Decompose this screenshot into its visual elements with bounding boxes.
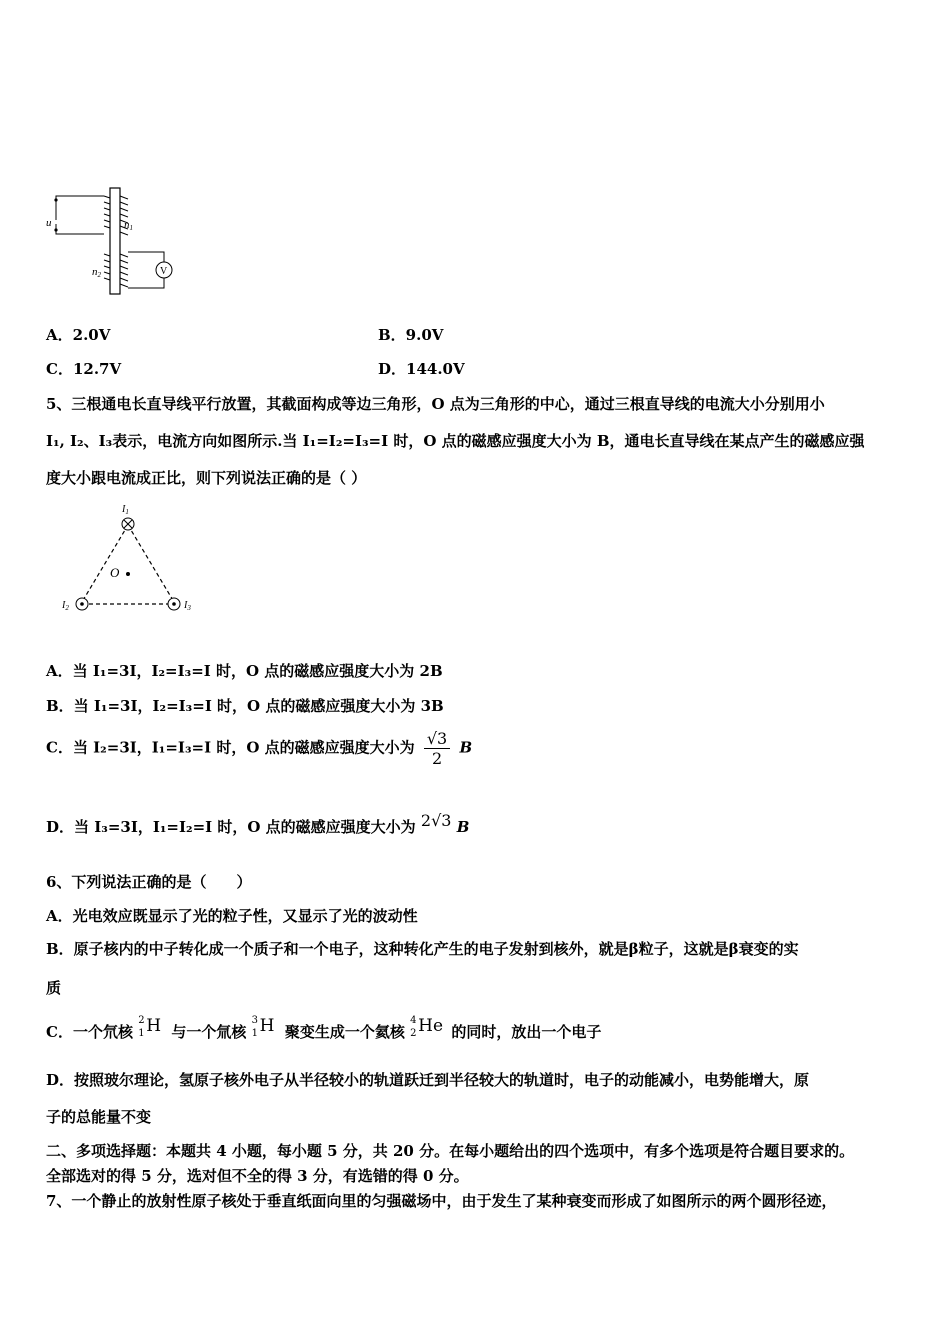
q4-option-b[interactable]: B．9.0V (378, 326, 444, 344)
q5-option-a[interactable]: A．当 I₁=3I，I₂=I₃=I 时，O 点的磁感应强度大小为 2B (46, 662, 443, 680)
q5-option-d-text: D．当 I₃=3I，I₁=I₂=I 时，O 点的磁感应强度大小为 (46, 818, 416, 836)
q4-option-c[interactable]: C．12.7V (46, 360, 122, 378)
q6-option-d-line1[interactable]: D．按照玻尔理论，氢原子核外电子从半径较小的轨道跃迁到半径较大的轨道时，电子的动能减小，电势能增大，原 (46, 1071, 810, 1089)
n1-label: n1 (124, 219, 133, 232)
q5-option-c-b: B (459, 738, 473, 757)
helium-nuclide: 4 2 He (410, 1015, 444, 1039)
section2-header-line1: 二、多项选择题：本题共 4 小题，每小题 5 分，共 20 分。在每小题给出的四个选项中，有多个选项是符合题目要求的。 (46, 1142, 855, 1160)
u-label: u (46, 217, 52, 229)
q6-option-d-line2: 子的总能量不变 (46, 1108, 152, 1126)
wire-i1-into-icon (122, 518, 134, 530)
q6-option-b-line1[interactable]: B．原子核内的中子转化成一个质子和一个电子，这种转化产生的电子发射到核外，就是β粒子，这就是β衰变的实 (46, 940, 799, 958)
q6-stem: 6、下列说法正确的是（ ） (46, 873, 252, 891)
q5-option-c-text: C．当 I₂=3I，I₁=I₃=I 时，O 点的磁感应强度大小为 (46, 738, 415, 757)
triangle-wires-figure (58, 500, 208, 620)
o-point-label: O (110, 565, 120, 580)
q7-stem: 7、一个静止的放射性原子核处于垂直纸面向里的匀强磁场中，由于发生了某种衰变而形成了如图所示的两个圆形径迹， (46, 1192, 837, 1210)
n2-label: n2 (92, 266, 101, 279)
q5-option-d[interactable] (46, 811, 470, 837)
i3-label: $I_3$ (184, 600, 191, 612)
q5-stem-line1: 5、三根通电长直导线平行放置，其截面构成等边三角形，O 点为三角形的中心，通过三根直导线的电流大小分别用小 (46, 395, 825, 413)
q4-option-d[interactable]: D．144.0V (378, 360, 465, 378)
q5-stem-line3: 度大小跟电流成正比，则下列说法正确的是（ ） (46, 469, 367, 487)
wire-i3-out-icon (168, 598, 180, 610)
q5-stem-line2: I₁, I₂、I₃表示，电流方向如图所示.当 I₁=I₂=I₃=I 时，O 点的磁感应强度大小为 B，通电长直导线在某点产生的磁感应强 (46, 432, 865, 450)
i1-label: $I_1$ (122, 504, 129, 516)
deuterium-nuclide: 2 1 H (138, 1015, 162, 1039)
q6-option-b-line2: 质 (46, 979, 62, 997)
q4-option-a[interactable]: A．2.0V (46, 326, 111, 344)
q5-option-b[interactable]: B．当 I₁=3I，I₂=I₃=I 时，O 点的磁感应强度大小为 3B (46, 697, 444, 715)
q6-option-c[interactable]: C．一个氘核 2 1 H 与一个氚核 3 1 H 聚变生成一个氦核 4 2 He 的同时，放出一个电子 (46, 1015, 602, 1041)
q5-option-d-b: B (456, 818, 470, 836)
q6-option-a[interactable]: A．光电效应既显示了光的粒子性，又显示了光的波动性 (46, 907, 418, 925)
wire-i2-out-icon (76, 598, 88, 610)
q5-option-c[interactable] (46, 729, 472, 768)
i2-label: $I_2$ (62, 600, 69, 612)
transformer-figure (44, 184, 184, 300)
two-sqrt3: 2√3 (420, 811, 452, 830)
tritium-nuclide: 3 1 H (251, 1015, 275, 1039)
voltmeter-label: V (160, 266, 168, 277)
sqrt3-over-2: $\frac{√3}{2}$ (424, 729, 450, 768)
section2-header-line2: 全部选对的得 5 分，选对但不全的得 3 分，有选错的得 0 分。 (46, 1167, 469, 1185)
